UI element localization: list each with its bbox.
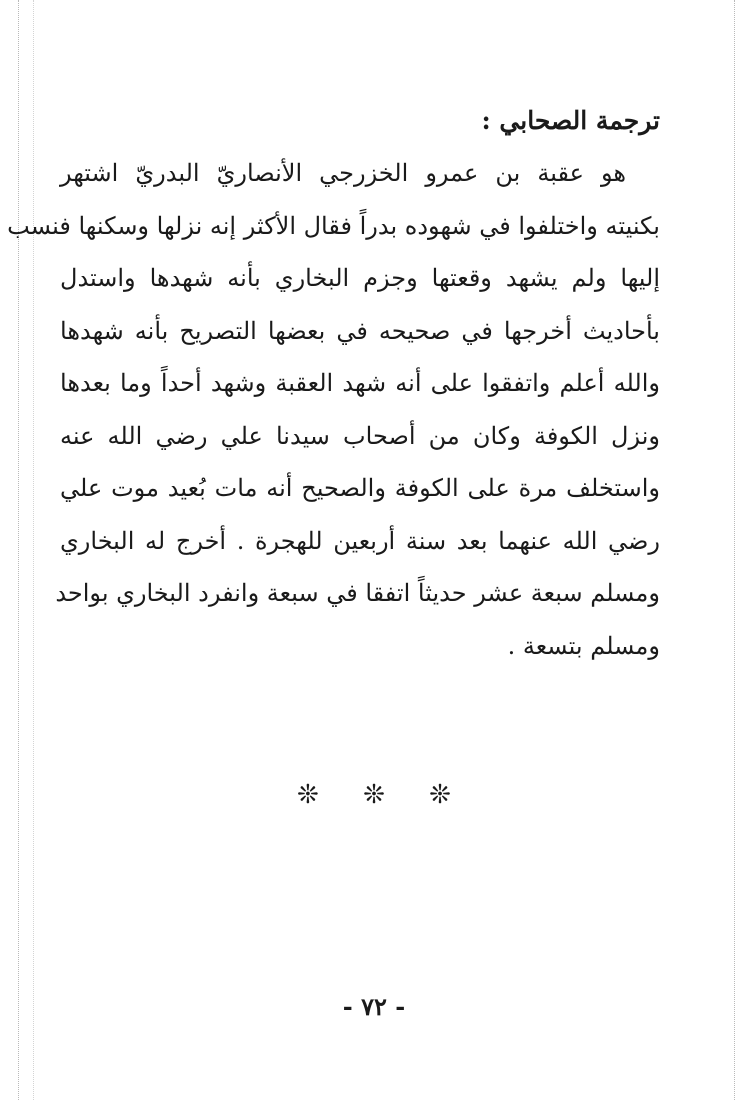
paragraph-line: إليها ولم يشهد وقعتها وجزم البخاري بأنه شهدها واستدل (60, 264, 660, 292)
paragraph-line: ومسلم سبعة عشر حديثاً اتفقا في سبعة وانفرد البخاري بواحد (55, 579, 660, 607)
biography-paragraph (7, 147, 660, 672)
asterism-ornament-icon: ❊ (429, 780, 451, 810)
paragraph-line: ومسلم بتسعة . (507, 631, 660, 660)
paragraph-line: واستخلف مرة على الكوفة والصحيح أنه مات بُعيد موت علي (60, 474, 660, 502)
paragraph-line: بكنيته واختلفوا في شهوده بدراً فقال الأكثر إنه نزلها وسكنها فنسب (7, 211, 660, 240)
scan-edge-left (18, 0, 19, 1100)
paragraph-line: هو عقبة بن عمرو الخزرجي الأنصاريّ البدريّ اشتهر (60, 159, 626, 187)
asterism-ornament-icon: ❊ (297, 780, 319, 810)
section-heading: ترجمة الصحابي : (481, 106, 660, 135)
paragraph-line: ونزل الكوفة وكان من أصحاب سيدنا علي رضي الله عنه (60, 421, 660, 450)
page-body (7, 95, 660, 672)
scan-edge-right (734, 0, 735, 1100)
page-number: - ٧٢ - (342, 992, 406, 1021)
paragraph-line: رضي الله عنهما بعد سنة أربعين للهجرة . أخرج له البخاري (60, 526, 660, 555)
section-divider (0, 780, 748, 810)
paragraph-line: بأحاديث أخرجها في صحيحه في بعضها التصريح بأنه شهدها (60, 316, 660, 345)
asterism-ornament-icon: ❊ (363, 780, 385, 810)
scan-edge-left-inner (33, 0, 34, 1100)
paragraph-line: والله أعلم واتفقوا على أنه شهد العقبة وشهد أحداً وما بعدها (60, 369, 660, 397)
